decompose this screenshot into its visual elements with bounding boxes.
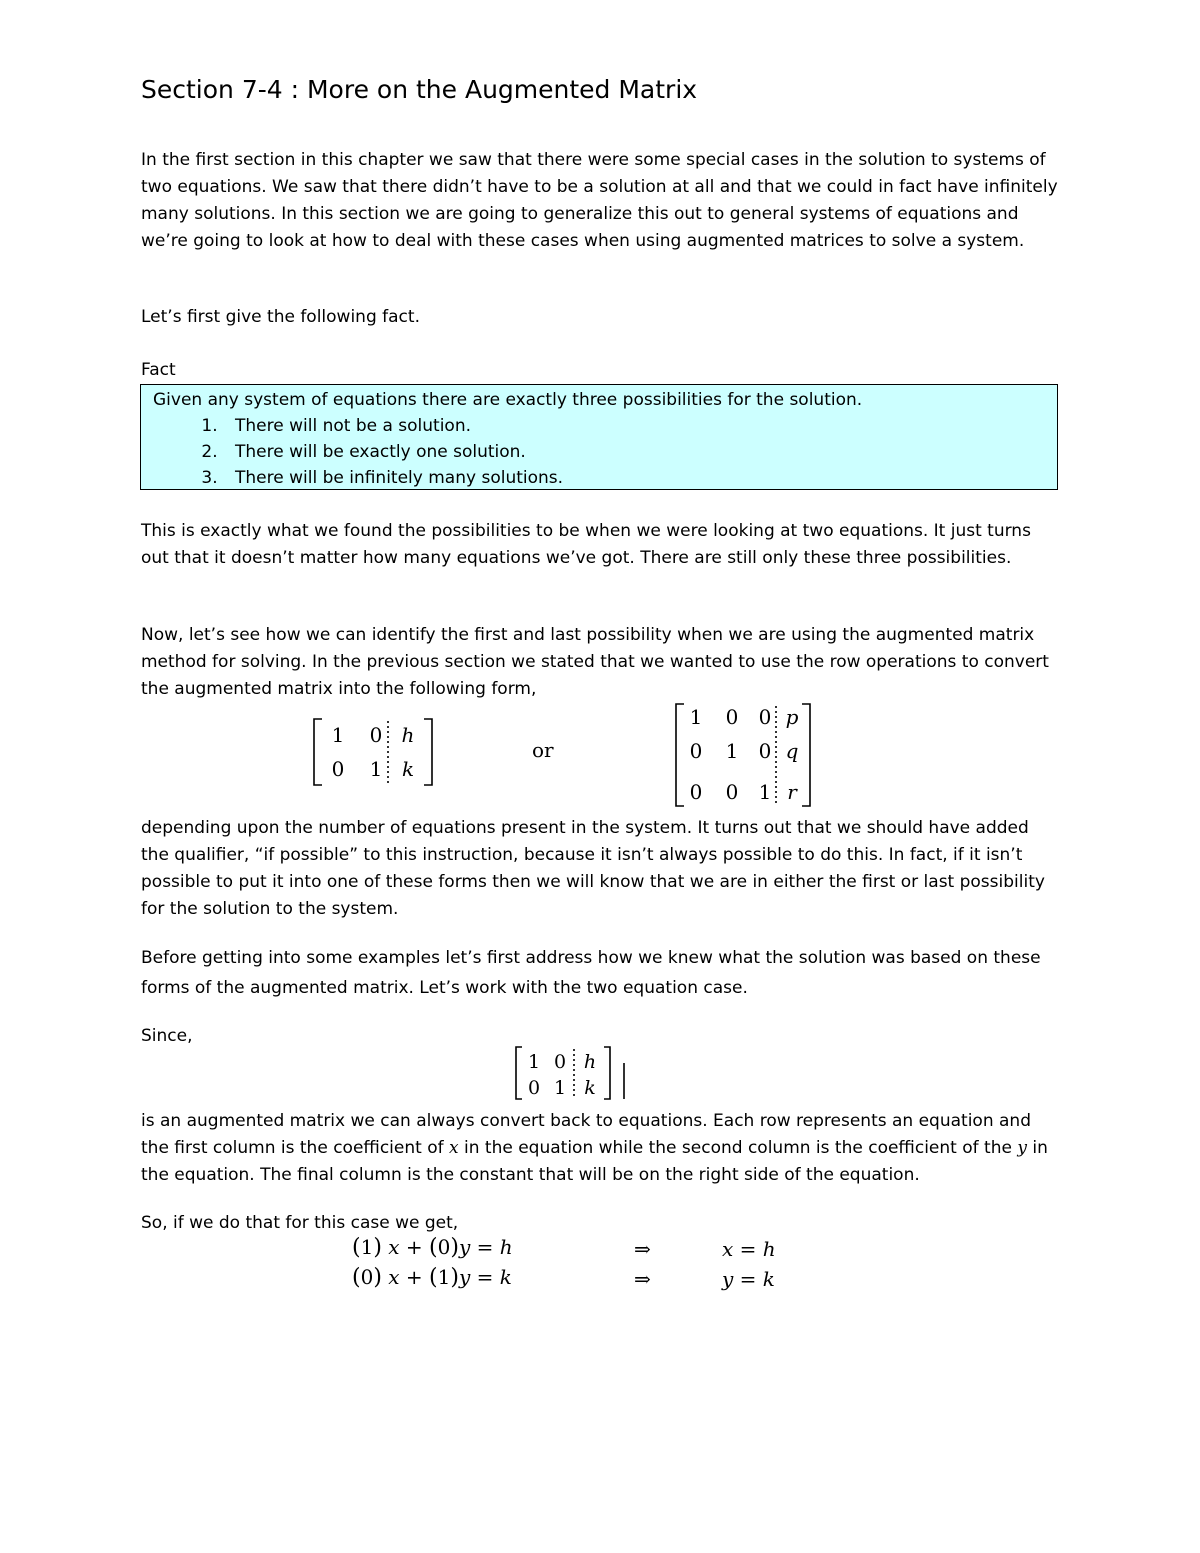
- variable-x: x: [388, 1265, 400, 1289]
- coefficient: 1: [360, 1235, 374, 1259]
- variable-y: y: [458, 1265, 471, 1289]
- matrix-cell: 0: [725, 705, 739, 729]
- matrix-cell: 0: [758, 705, 772, 729]
- matrix-cell: 0: [331, 757, 345, 781]
- matrix-cell: h: [401, 723, 415, 747]
- equation-row: (0) x + (1)y = k: [352, 1265, 512, 1290]
- fact-box: [140, 384, 1058, 490]
- text-segment: is an augmented matrix we can always convert back to equations. Each row represents an equation and the first column is the coefficient of: [141, 1111, 1031, 1158]
- fact-item: 2. There will be exactly one solution.: [223, 439, 1045, 465]
- equals-sign: =: [476, 1265, 494, 1289]
- variable-y: y: [1017, 1138, 1027, 1158]
- variable-x: x: [388, 1235, 400, 1259]
- page-title: Section 7-4 : More on the Augmented Matrix: [141, 75, 698, 104]
- matrix-two-by-three: [308, 715, 440, 791]
- matrix-cell: 1: [527, 1051, 541, 1073]
- equation-result: y = k: [722, 1267, 775, 1291]
- matrix-cell: 1: [689, 705, 703, 729]
- since-label: Since,: [141, 1026, 193, 1046]
- coefficient: 1: [437, 1265, 451, 1289]
- equation-row: (1) x + (0)y = h: [352, 1235, 513, 1260]
- or-label: or: [532, 738, 554, 762]
- matrix-cell: h: [583, 1051, 597, 1073]
- fact-item: 3. There will be infinitely many solutions.: [223, 465, 1045, 491]
- fact-item: 1. There will not be a solution.: [223, 413, 1045, 439]
- text-segment: in the equation while the second column is the coefficient of the: [458, 1138, 1018, 1158]
- matrix-three-by-four: [668, 700, 818, 812]
- variable-y: y: [458, 1235, 471, 1259]
- matrix-cell: 0: [527, 1077, 541, 1099]
- matrix-cell: 1: [369, 757, 383, 781]
- matrix-cell: 0: [725, 780, 739, 804]
- plus-sign: +: [405, 1265, 423, 1289]
- matrix-cell: k: [584, 1077, 596, 1099]
- matrix-since: [508, 1043, 632, 1105]
- equals-sign: =: [476, 1235, 494, 1259]
- matrix-cell: 1: [725, 739, 739, 763]
- equation-rhs: k: [499, 1265, 512, 1289]
- matrix-cell: 1: [758, 780, 772, 804]
- matrix-cell: 0: [553, 1051, 567, 1073]
- paragraph-before-examples: Before getting into some examples let’s first address how we knew what the solution was based on these forms of the augmented matrix. Let’s work with the two equation case.: [141, 948, 1041, 998]
- matrix-cell: 0: [689, 739, 703, 763]
- fact-statement: Given any system of equations there are exactly three possibilities for the solution.: [153, 390, 863, 410]
- paragraph-forms: Now, let’s see how we can identify the first and last possibility when we are using the augmented matrix method for solving. In the previous section we stated that we wanted to use the row operations to convert the augmented matrix into the following form,: [141, 625, 1049, 699]
- matrix-cell: p: [785, 705, 799, 729]
- equation-rhs: h: [499, 1235, 513, 1259]
- implies-arrow: ⇒: [634, 1237, 651, 1261]
- equation-result: x = h: [722, 1237, 776, 1261]
- plus-sign: +: [405, 1235, 423, 1259]
- implies-arrow: ⇒: [634, 1267, 651, 1291]
- paragraph-augmented: [141, 1108, 1061, 1189]
- coefficient: 0: [360, 1265, 374, 1289]
- paragraph-depending: depending upon the number of equations present in the system. It turns out that we should have added the qualifier, “if possible” to this instruction, because it isn’t always possible to do this. In fact, if it isn’t possible to put it into one of these forms then we will know that we are in either the first or last possibility for the solution to the system.: [141, 818, 1045, 919]
- fact-list: [153, 413, 1045, 491]
- variable-x: x: [449, 1138, 459, 1158]
- fact-label: Fact: [141, 360, 176, 380]
- intro-paragraph: In the first section in this chapter we saw that there were some special cases in the solution to systems of two equations. We saw that there didn’t have to be a solution at all and that we could in fact have infinitely many solutions. In this section we are going to generalize this out to general systems of equations and we’re going to look at how to deal with these cases when using augmented matrices to solve a system.: [141, 150, 1058, 251]
- matrix-cell: q: [785, 739, 799, 763]
- coefficient: 0: [437, 1235, 451, 1259]
- text-segment: in the equation. The final column is the constant that will be on the right side of the equation.: [141, 1138, 1048, 1185]
- matrix-cell: 1: [553, 1077, 567, 1099]
- matrix-cell: 0: [689, 780, 703, 804]
- matrix-cell: 1: [331, 723, 345, 747]
- matrix-cell: 0: [758, 739, 772, 763]
- so-label: So, if we do that for this case we get,: [141, 1213, 459, 1233]
- fact-lead-text: Let’s first give the following fact.: [141, 307, 420, 327]
- matrix-cell: r: [787, 780, 797, 804]
- paragraph-after-fact: This is exactly what we found the possibilities to be when we were looking at two equations. It just turns out that it doesn’t matter how many equations we’ve got. There are still only these three possibilities.: [141, 521, 1031, 568]
- matrix-cell: 0: [369, 723, 383, 747]
- matrix-cell: k: [401, 757, 415, 781]
